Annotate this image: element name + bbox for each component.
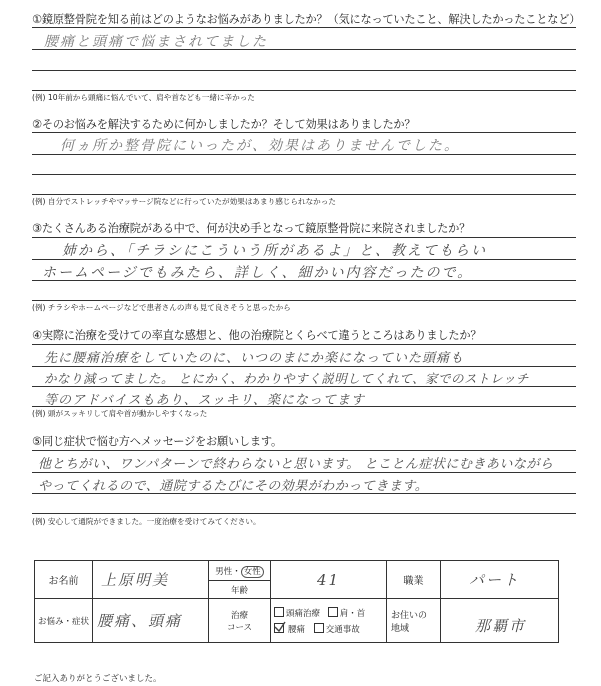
checkbox-icon[interactable] (274, 607, 284, 617)
gender-cell (209, 561, 271, 581)
rule (32, 259, 576, 260)
course-label (209, 599, 271, 643)
gender-female: 女性 (241, 566, 264, 578)
answer-5-line-1: 他とちがい、ワンパターンで終わらないと思います。 とことん症状にむきあいながら (38, 457, 554, 472)
course-label-line-1: 治療 (230, 610, 248, 621)
gender-separator: ・ (232, 566, 241, 577)
rule (32, 344, 576, 345)
answer-3-line-2: ホームページでもみたら、詳しく、細かい内容だったので。 (42, 265, 474, 281)
course-options (271, 599, 387, 643)
course-option-traffic-accident: 交通事故 (314, 625, 360, 635)
checked-checkbox-icon[interactable] (274, 623, 284, 633)
rule (32, 300, 576, 301)
rule (32, 472, 576, 473)
rule (32, 450, 576, 451)
course-option-headache: 頭痛治療 (274, 609, 320, 619)
example-2: (例) 自分でストレッチやマッサージ院などに行っていたが効果はあまり感じられなかった (32, 197, 336, 206)
question-3: ③たくさんある治療院がある中で、何が決め手となって鏡原整骨院に来院されましたか？ (32, 222, 471, 235)
rule (32, 154, 576, 155)
answer-5-line-2: やってくれるので、通院するたびにその効果がわかってきます。 (38, 479, 429, 494)
name-value: 上原明美 (93, 561, 209, 599)
job-label: 職業 (387, 561, 441, 599)
question-5: ⑤同じ症状で悩む方へメッセージをお願いします。 (32, 435, 282, 448)
rule (32, 406, 576, 407)
question-4: ④実際に治療を受けての率直な感想と、他の治療院とくらべて違うところはありましたか？ (32, 329, 482, 342)
symptom-label: お悩み・症状 (35, 599, 93, 643)
rule (32, 237, 576, 238)
rule (32, 27, 576, 28)
answer-4-line-2: かなり減ってました。 とにかく、わかりやすく説明してくれて、家でのストレッチ (44, 371, 529, 386)
rule (32, 386, 576, 387)
checkbox-icon[interactable] (328, 607, 338, 617)
thanks-note: ご記入ありがとうございました。 (34, 674, 162, 684)
rule (32, 90, 576, 91)
course-option-shoulder-neck: 肩・首 (328, 609, 366, 619)
rule (32, 513, 576, 514)
area-value: 那覇市 (441, 599, 559, 643)
gender-male: 男性 (215, 566, 233, 577)
answer-4-line-3: 等のアドバイスもあり、スッキリ、楽になってます (44, 393, 365, 408)
answer-2-line-1: 何ヵ所か整骨院にいったが、効果はありませんでした。 (60, 138, 460, 154)
rule (32, 132, 576, 133)
area-label-line-1: お住いの (391, 610, 428, 621)
job-value: パート (441, 561, 559, 599)
question-2: ②そのお悩みを解決するために何かしましたか？そして効果はありましたか？ (32, 118, 416, 131)
rule (32, 49, 576, 50)
rule (32, 194, 576, 195)
age-label: 年齢 (209, 581, 271, 599)
answer-4-line-1: 先に腰痛治療をしていたのに、いつのまにか楽になっていた頭痛も (44, 351, 465, 366)
answer-3-line-1: 姉から、「チラシにこういう所があるよ」と、教えてもらい (62, 243, 487, 259)
example-1: (例) 10年前から頭痛に悩んでいて、肩や首なども一緒に辛かった (32, 93, 255, 102)
question-1: ①鏡原整骨院を知る前はどのようなお悩みがありましたか？（気になっていたこと、解決したかったことなど） (32, 13, 581, 26)
example-5: (例) 安心して通院ができました。一度治療を受けてみてください。 (32, 517, 261, 526)
course-option-back-pain: 腰痛 (274, 625, 305, 635)
example-4: (例) 頭がスッキリして肩や首が動かしやすくなった (32, 409, 208, 418)
rule (32, 280, 576, 281)
area-label (387, 599, 441, 643)
answer-1-line-1: 腰痛と頭痛で悩まされてました (44, 34, 268, 50)
checkbox-icon[interactable] (314, 623, 324, 633)
course-label-line-2: コース (226, 622, 253, 633)
rule (32, 366, 576, 367)
respondent-info-table (34, 560, 559, 643)
symptom-value: 腰痛、頭痛 (93, 599, 209, 643)
age-value: 41 (271, 561, 387, 599)
rule (32, 70, 576, 71)
name-label: お名前 (35, 561, 93, 599)
rule (32, 493, 576, 494)
rule (32, 174, 576, 175)
area-label-line-2: 地域 (391, 623, 410, 634)
example-3: (例) チラシやホームページなどで患者さんの声も見て良さそうと思ったから (32, 303, 291, 312)
